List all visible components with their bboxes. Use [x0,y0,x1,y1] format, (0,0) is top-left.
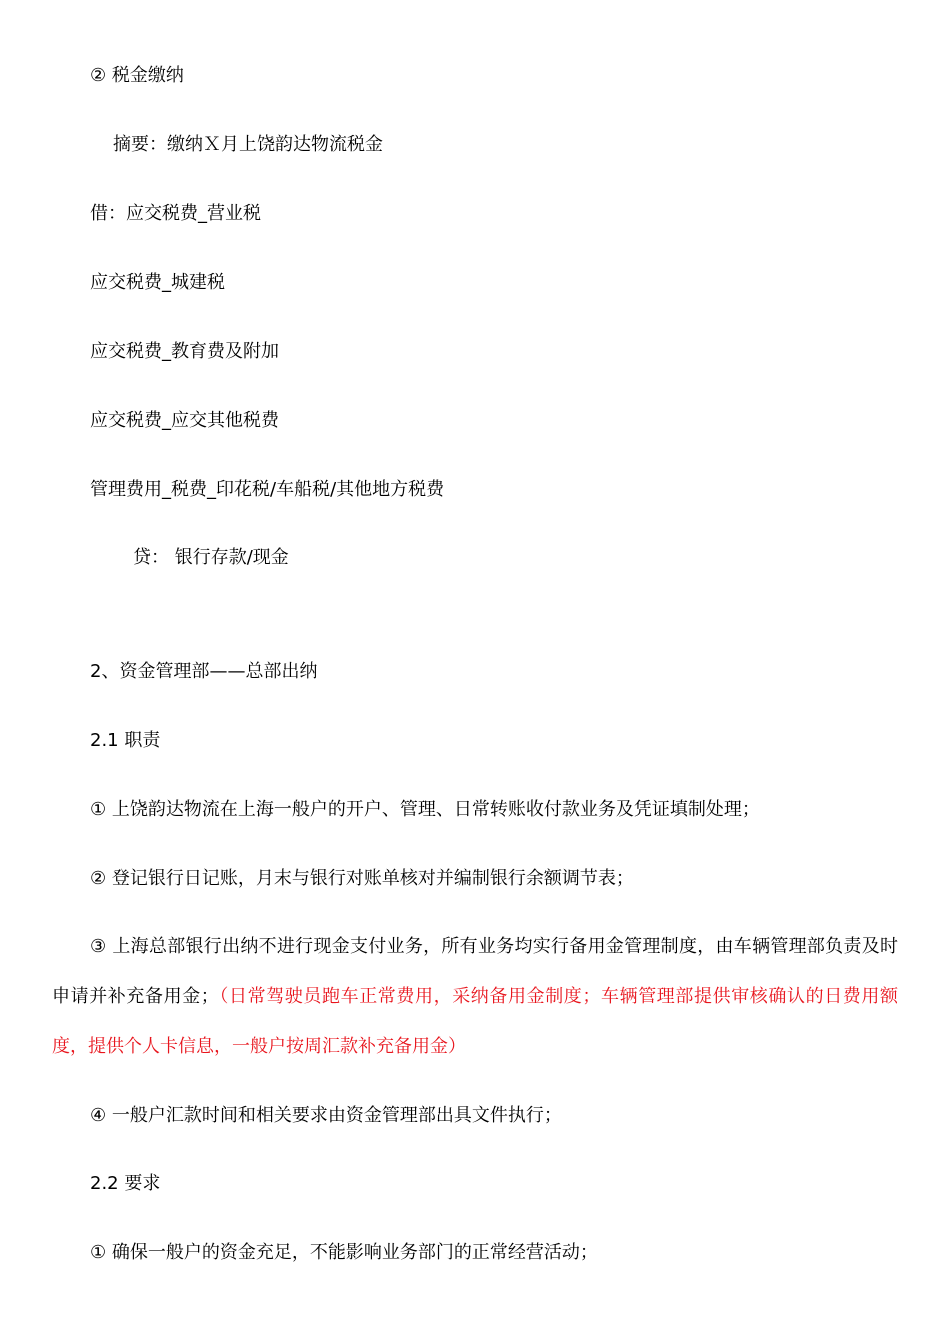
debit-other-taxes: 应交税费_应交其他税费 [90,410,279,431]
duty-item-1: ① 上饶韵达物流在上海一般户的开户、管理、日常转账收付款业务及凭证填制处理； [90,799,760,820]
debit-city-tax: 应交税费_城建税 [90,272,225,293]
subsection-heading-duties: 2.1 职责 [90,730,161,751]
duty-item-4: ④ 一般户汇款时间和相关要求由资金管理部出具文件执行； [90,1105,562,1126]
duty-item-3 [52,922,898,1072]
duty-item-3-text: ③ 上海总部银行出纳不进行现金支付业务，所有业务均实行备用金管理制度，由车辆管理部负责及时申请并补充备用金； [52,936,898,1007]
summary-line: 摘要：缴纳Ｘ月上饶韵达物流税金 [113,134,383,155]
subsection-heading-requirements: 2.2 要求 [90,1173,161,1194]
debit-education-fee: 应交税费_教育费及附加 [90,341,279,362]
debit-admin-expenses: 管理费用_税费_印花税/车船税/其他地方税费 [90,479,445,500]
requirement-item-1: ① 确保一般户的资金充足，不能影响业务部门的正常经营活动； [90,1242,598,1263]
credit-bank-cash: 贷： 银行存款/现金 [133,547,289,568]
debit-business-tax: 借：应交税费_营业税 [90,203,261,224]
duty-item-2: ② 登记银行日记账，月末与银行对账单核对并编制银行余额调节表； [90,868,634,889]
duty-item-3-note: （日常驾驶员跑车正常费用，采纳备用金制度；车辆管理部提供审核确认的日费用额度，提供个人卡信息，一般户按周汇款补充备用金） [52,986,899,1057]
tax-payment-heading: ② 税金缴纳 [90,65,184,86]
section-heading-fund-management: 2、资金管理部——总部出纳 [90,661,318,682]
